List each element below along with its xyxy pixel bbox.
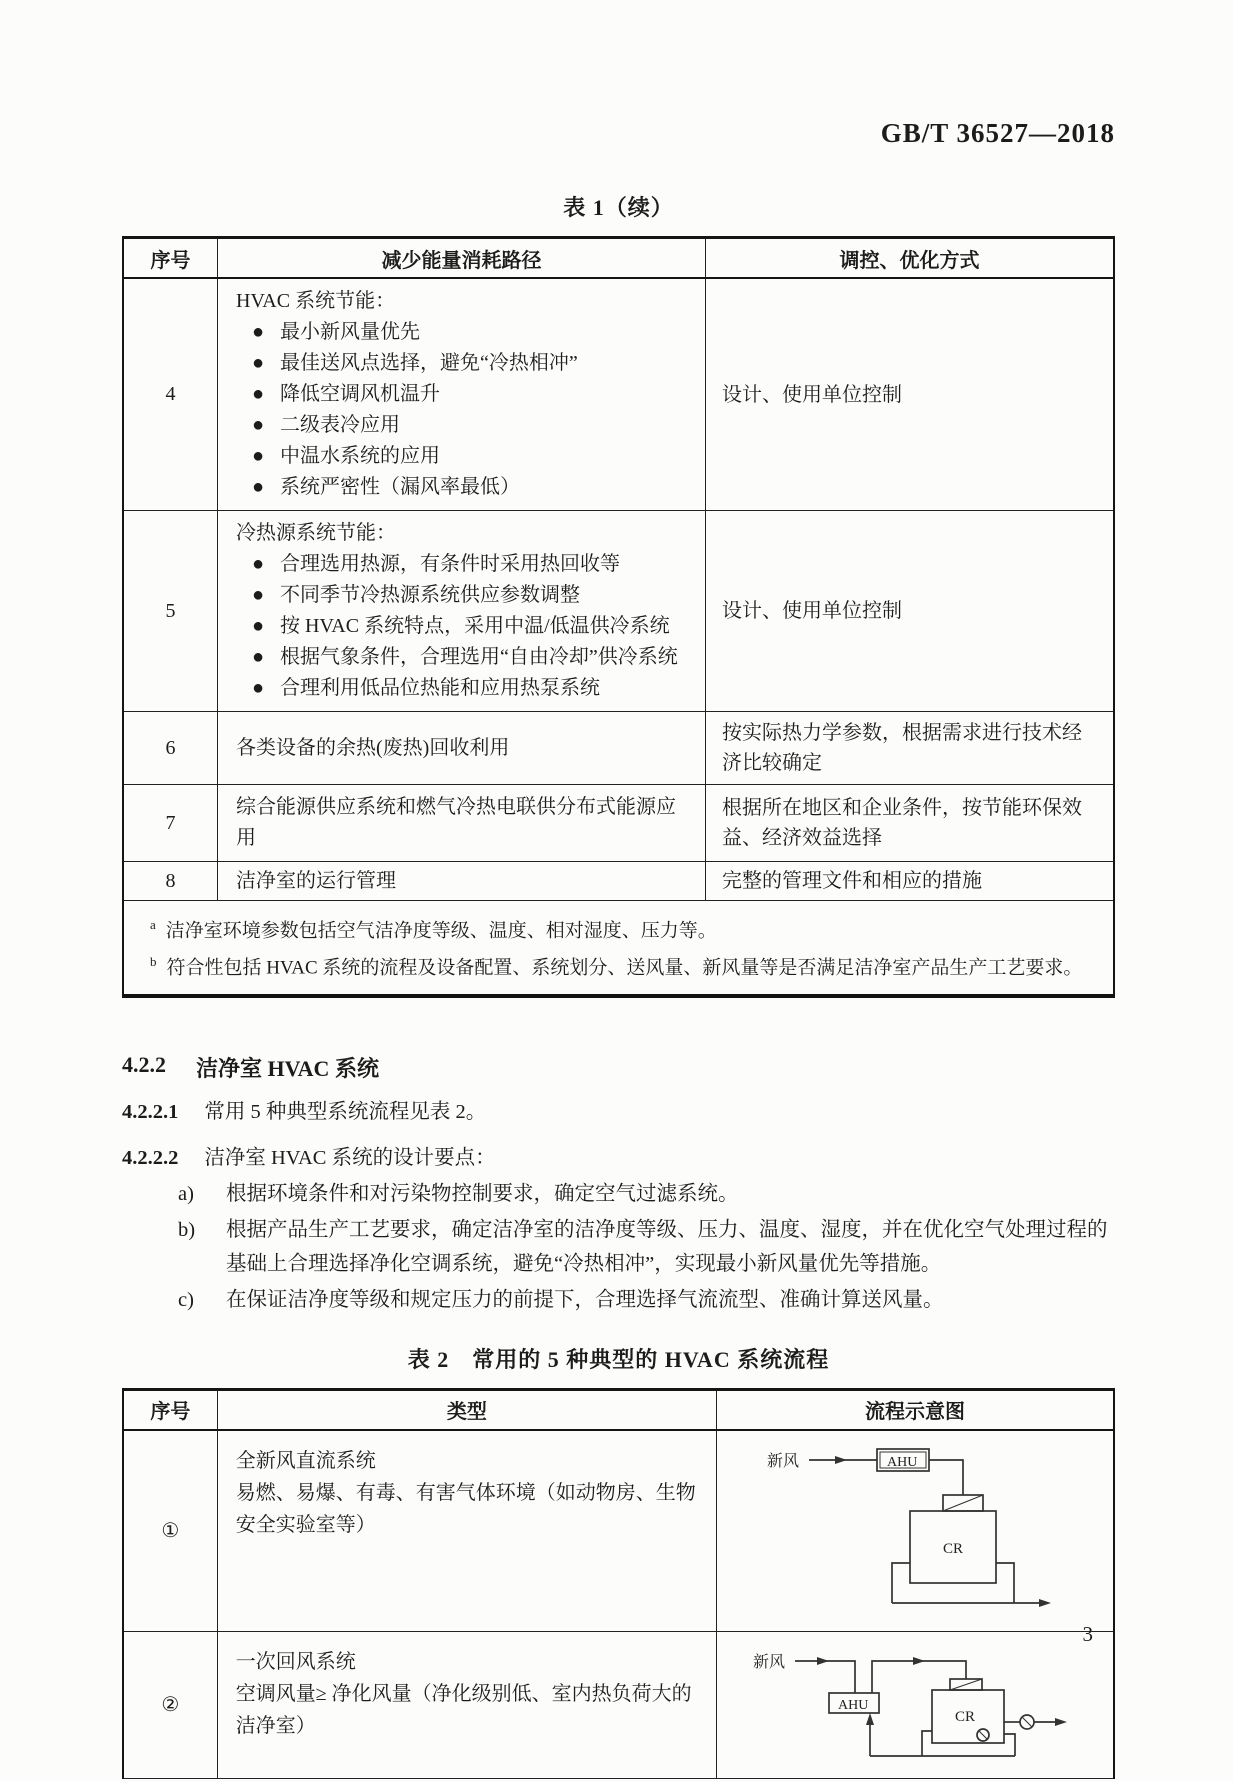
- bullet-icon: ●: [251, 445, 265, 467]
- footnote-a-text: 洁净室环境参数包括空气洁净度等级、温度、相对湿度、压力等。: [165, 920, 717, 942]
- arrow-right-icon: [913, 1657, 925, 1665]
- table1-header-path: 减少能量消耗路径: [218, 238, 706, 279]
- bullet-icon: ●: [251, 677, 265, 699]
- bullet-icon: ●: [251, 321, 265, 343]
- footnote-a-marker: a: [150, 917, 156, 932]
- diagram-primary-return-air-system: [717, 1636, 1113, 1768]
- arrow-right-icon: [1039, 1599, 1051, 1607]
- table2-header-row: [123, 1389, 1114, 1430]
- row5-no: 5: [123, 511, 218, 712]
- table2: [122, 1388, 1115, 1779]
- bullet-item: 最小新风量优先: [280, 321, 420, 343]
- footnote-b: [150, 946, 1099, 983]
- row7-no: 7: [123, 785, 218, 862]
- table-row: [123, 1430, 1114, 1632]
- clause-text: 洁净室 HVAC 系统的设计要点：: [204, 1146, 496, 1169]
- bullet-item: 根据气象条件，合理选用“自由冷却”供冷系统: [280, 646, 678, 668]
- bullet-item: 系统严密性（漏风率最低）: [280, 476, 520, 498]
- table2-header-diagram: 流程示意图: [717, 1389, 1115, 1430]
- t2row2-type-desc: 空调风量≥ 净化风量（净化级别低、室内热负荷大的洁净室）: [235, 1682, 692, 1737]
- page-number: 3: [1082, 1622, 1093, 1646]
- list-item-marker: c): [178, 1288, 194, 1311]
- row4-title: HVAC 系统节能：: [236, 290, 396, 312]
- arrow-right-icon: [835, 1456, 847, 1464]
- row8-path: 洁净室的运行管理: [236, 870, 396, 892]
- bullet-icon: ●: [251, 414, 265, 436]
- table2-title: 表 2 常用的 5 种典型的 HVAC 系统流程: [407, 1346, 830, 1372]
- table-row: [123, 1631, 1114, 1778]
- list-item-b: [178, 1213, 1115, 1281]
- table1-footnotes-row: [123, 901, 1114, 996]
- row6-no: 6: [123, 712, 218, 785]
- bullet-item: 合理选用热源，有条件时采用热回收等: [280, 553, 620, 575]
- bullet-icon: ●: [251, 383, 265, 405]
- t2row1-type-title: 全新风直流系统: [235, 1449, 376, 1472]
- row7-path: 综合能源供应系统和燃气冷热电联供分布式能源应用: [236, 796, 676, 849]
- table-row: [123, 511, 1114, 712]
- bullet-item: 不同季节冷热源系统供应参数调整: [280, 584, 580, 606]
- table2-header-no: 序号: [123, 1389, 217, 1430]
- row7-control: 根据所在地区和企业条件，按节能环保效益、经济效益选择: [722, 797, 1082, 849]
- table1: [122, 236, 1115, 998]
- t2row2-type: [218, 1632, 716, 1752]
- t2row2-no: ②: [123, 1631, 217, 1778]
- clause-text: 常用 5 种典型系统流程见表 2。: [204, 1100, 487, 1123]
- diagram-label-ahu: AHU: [887, 1454, 918, 1470]
- table1-header-control: 调控、优化方式: [706, 238, 1115, 279]
- diagram-label-fresh-air: 新风: [767, 1452, 800, 1470]
- bullet-icon: ●: [251, 615, 265, 637]
- bullet-item: 降低空调风机温升: [280, 383, 440, 405]
- row4-no: 4: [123, 278, 218, 511]
- footnote-a: [150, 909, 1099, 946]
- clause-number: 4.2.2.2: [122, 1146, 179, 1169]
- bullet-item: 中温水系统的应用: [280, 445, 440, 467]
- table1-header-row: [123, 238, 1114, 279]
- table2-header-type: 类型: [217, 1389, 716, 1430]
- table-row: [123, 712, 1114, 785]
- arrow-right-icon: [1055, 1718, 1067, 1726]
- list-item-marker: b): [178, 1218, 196, 1241]
- standard-number: GB/T 36527—2018: [880, 118, 1115, 148]
- t2row1-no: ①: [123, 1430, 217, 1632]
- diagram-label-cr: CR: [943, 1540, 964, 1557]
- list-item-text: 根据产品生产工艺要求，确定洁净室的洁净度等级、压力、温度、湿度，并在优化空气处理过程的基础上合理选择净化空调系统，避免“冷热相冲”，实现最小新风量优先等措施。: [226, 1218, 1108, 1275]
- bullet-icon: ●: [251, 646, 265, 668]
- table-row: [123, 862, 1114, 901]
- diagram-label-cr: CR: [955, 1708, 976, 1725]
- section-heading-number: 4.2.2: [122, 1051, 166, 1077]
- table-row: [123, 785, 1114, 862]
- list-item-text: 在保证洁净度等级和规定压力的前提下，合理选择气流流型、准确计算送风量。: [226, 1288, 944, 1311]
- clause-4221: [122, 1096, 1115, 1129]
- row4-control: 设计、使用单位控制: [722, 383, 902, 406]
- t2row2-type-title: 一次回风系统: [235, 1650, 356, 1673]
- bullet-item: 合理利用低品位热能和应用热泵系统: [280, 677, 600, 699]
- diagram-full-fresh-air-system: [717, 1435, 1113, 1621]
- t2row1-type: [218, 1431, 716, 1551]
- bullet-icon: ●: [251, 352, 265, 374]
- bullet-icon: ●: [251, 476, 265, 498]
- clause-number: 4.2.2.1: [122, 1100, 179, 1123]
- bullet-item: 按 HVAC 系统特点，采用中温/低温供冷系统: [280, 615, 670, 637]
- table1-header-no: 序号: [123, 238, 218, 279]
- bullet-item: 二级表冷应用: [280, 414, 400, 436]
- t2row1-type-desc: 易燃、易爆、有毒、有害气体环境（如动物房、生物安全实验室等）: [235, 1481, 696, 1536]
- bullet-icon: ●: [251, 553, 265, 575]
- row5-title: 冷热源系统节能：: [236, 522, 396, 544]
- row6-control: 按实际热力学参数，根据需求进行技术经济比较确定: [722, 722, 1082, 774]
- row5-path: [218, 511, 705, 711]
- table1-title: 表 1（续）: [563, 195, 674, 220]
- footnote-b-marker: b: [150, 954, 157, 970]
- bullet-item: 最佳送风点选择，避免“冷热相冲”: [280, 352, 578, 374]
- section-heading-text: 洁净室 HVAC 系统: [196, 1055, 379, 1081]
- row6-path: 各类设备的余热(废热)回收利用: [236, 736, 510, 759]
- list-item-text: 根据环境条件和对污染物控制要求，确定空气过滤系统。: [226, 1182, 739, 1205]
- arrow-up-icon: [866, 1713, 874, 1725]
- table-row: [123, 278, 1114, 511]
- list-item-marker: a): [178, 1182, 194, 1205]
- footnote-b-text: 符合性包括 HVAC 系统的流程及设备配置、系统划分、送风量、新风量等是否满足洁净室产品生产工艺要求。: [166, 957, 1083, 979]
- list-item-c: [178, 1283, 1115, 1317]
- clause-4222: [122, 1142, 1115, 1175]
- section-heading: [122, 1052, 1115, 1083]
- diagram-label-fresh-air: 新风: [753, 1653, 786, 1671]
- table1-footnotes: [124, 901, 1113, 994]
- row4-path: [218, 279, 705, 510]
- row8-no: 8: [123, 862, 218, 901]
- list-item-a: [178, 1177, 1115, 1211]
- row5-control: 设计、使用单位控制: [722, 600, 902, 622]
- diagram-label-ahu: AHU: [838, 1697, 869, 1713]
- bullet-icon: ●: [251, 584, 265, 606]
- arrow-right-icon: [817, 1657, 829, 1665]
- row8-control: 完整的管理文件和相应的措施: [722, 870, 982, 892]
